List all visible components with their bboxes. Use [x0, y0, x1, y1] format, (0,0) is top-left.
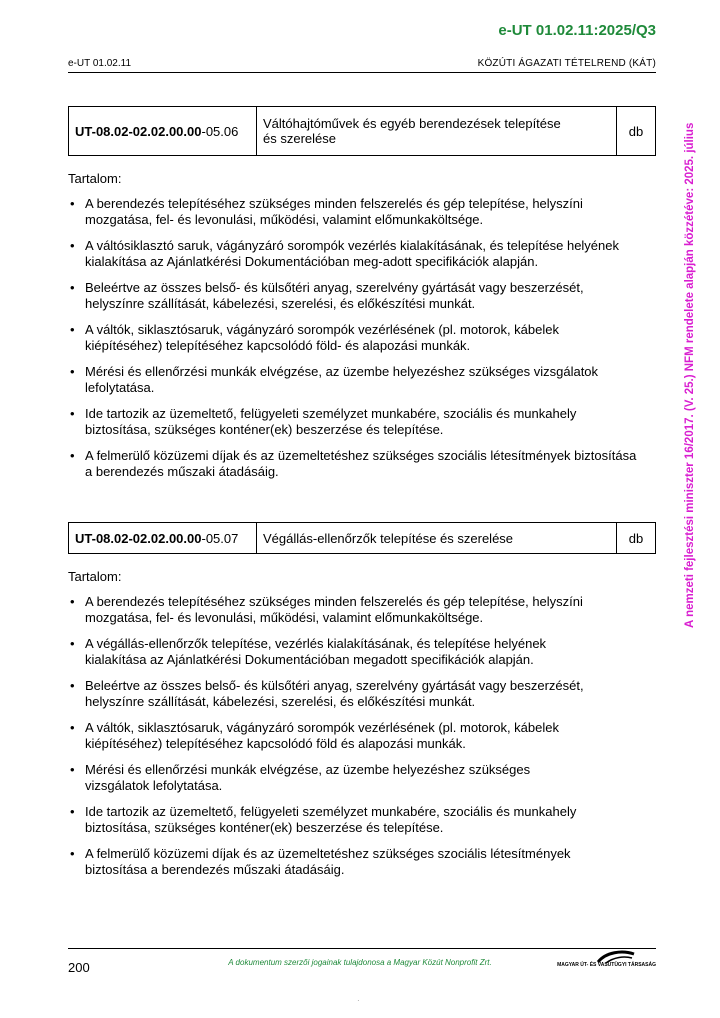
list-item: • Mérési és ellenőrzési munkák elvégzése, az üzembe helyezéshez szükséges vizsgálatok lefolytatása. — [68, 364, 658, 396]
list-item: • Beleértve az összes belső- és külsőtéri anyag, szerelvény gyártását vagy beszerzését, helyszínre szállítását, kábelezési, szerelési, és előkészítési munkát. — [68, 678, 658, 710]
contents-list — [68, 196, 658, 490]
item-unit: db — [617, 107, 656, 156]
item-header-table — [68, 522, 656, 554]
list-item: • A váltók, siklasztósaruk, vágányzáró sorompók vezérlésének (pl. motorok, kábelek kiépítéséhez) telepítéséhez kapcsolódó föld és alapozási munkák. — [68, 720, 658, 752]
header-divider — [68, 72, 656, 73]
list-item: • Ide tartozik az üzemeltető, felügyeleti személyzet munkabére, szociális és munkahely biztosítása, szükséges konténer(ek) beszerzése és telepítése. — [68, 406, 658, 438]
contents-list — [68, 594, 658, 888]
list-item: • A felmerülő közüzemi díjak és az üzemeltetéshez szükséges szociális létesítmények biztosítása a berendezés műszaki átadásáig. — [68, 448, 658, 480]
list-item: • A váltók, siklasztósaruk, vágányzáró sorompók vezérlésének (pl. motorok, kábelek kiépítéséhez) telepítéséhez kapcsolódó föld- és alapozási munkák. — [68, 322, 658, 354]
item-unit: db — [617, 523, 656, 554]
contents-label: Tartalom: — [68, 171, 122, 186]
list-item: • A felmerülő közüzemi díjak és az üzemeltetéshez szükséges szociális létesítmények biztosítása a berendezés műszaki átadásáig. — [68, 846, 658, 878]
organization-logo — [557, 950, 656, 972]
footer-divider — [68, 948, 656, 949]
list-item: • A berendezés telepítéséhez szükséges minden felszerelés és gép telepítése, helyszíni mozgatása, fel- és levonulási, működési, valamint előmunkaköltsége. — [68, 196, 658, 228]
publication-note: A nemzeti fejlesztési miniszter 16/2017. (V. 25.) NFM rendelete alapján közzétéve: 2025. július — [684, 122, 696, 628]
list-item: • Mérési és ellenőrzési munkák elvégzése, az üzembe helyezéshez szükséges vizsgálatok lefolytatása. — [68, 762, 658, 794]
list-item: • A végállás-ellenőrzők telepítése, vezérlés kialakításának, és telepítése helyének kialakítása az Ajánlatkérési Dokumentációban megadott specifikációk alapján. — [68, 636, 658, 668]
list-item: • A berendezés telepítéséhez szükséges minden felszerelés és gép telepítése, helyszíni mozgatása, fel- és levonulási, működési, valamint előmunkaköltsége. — [68, 594, 658, 626]
item-title: Váltóhajtóművek és egyéb berendezések telepítése és szerelése — [257, 107, 617, 156]
item-header-table — [68, 106, 656, 156]
header-left: e-UT 01.02.11 — [68, 58, 132, 69]
page-number: 200 — [68, 960, 90, 975]
logo-text: MAGYAR ÚT- ÉS VASÚTÜGYI TÁRSASÁG — [557, 962, 656, 968]
header-right: KÖZÚTI ÁGAZATI TÉTELREND (KÁT) — [477, 58, 656, 69]
page-mark: · — [357, 996, 360, 1005]
item-code: UT-08.02-02.02.00.00-05.07 — [69, 523, 257, 554]
list-item: • A váltósiklasztó saruk, vágányzáró sorompók vezérlés kialakításának, és telepítése helyének kialakítása az Ajánlatkérési Dokumentációban meg-adott specifikációk alapján. — [68, 238, 658, 270]
list-item: • Beleértve az összes belső- és külsőtéri anyag, szerelvény gyártását vagy beszerzését, helyszínre szállítását, kábelezési, szerelési, és előkészítési munkát. — [68, 280, 658, 312]
item-code: UT-08.02-02.02.00.00-05.06 — [69, 107, 257, 156]
copyright-notice: A dokumentum szerzői jogainak tulajdonosa a Magyar Közút Nonprofit Zrt. — [228, 958, 492, 967]
item-title: Végállás-ellenőrzők telepítése és szerelése — [257, 523, 617, 554]
contents-label: Tartalom: — [68, 569, 122, 584]
document-code: e-UT 01.02.11:2025/Q3 — [498, 22, 656, 39]
list-item: • Ide tartozik az üzemeltető, felügyeleti személyzet munkabére, szociális és munkahely biztosítása, szükséges konténer(ek) beszerzése és telepítése. — [68, 804, 658, 836]
